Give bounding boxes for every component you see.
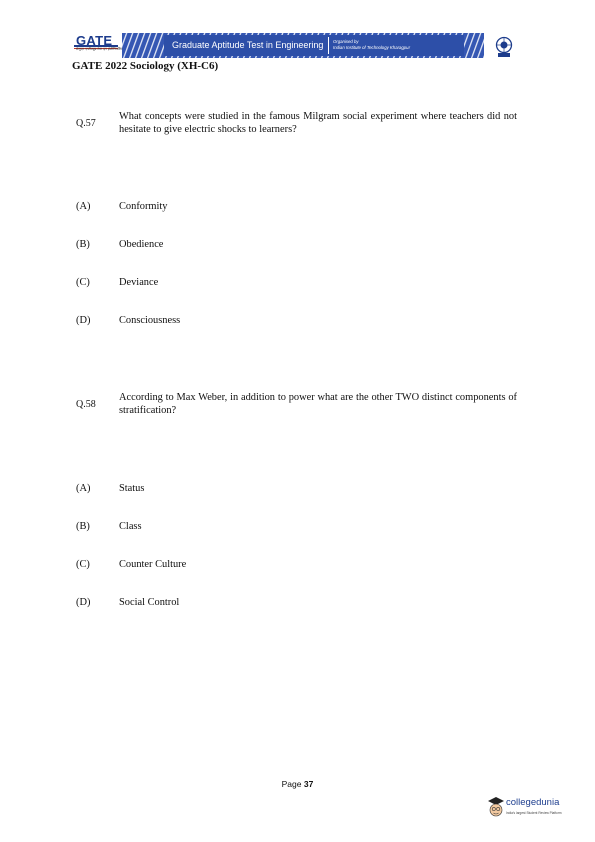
option-label: (D) <box>76 315 91 326</box>
option-label: (B) <box>76 239 90 250</box>
banner-title: Graduate Aptitude Test in Engineering <box>172 40 324 50</box>
option-text: Class <box>119 521 142 532</box>
gate-logo-subtext: ग्रेजुएट एप्टीट्यूड टेस्ट इन इंजीनियरिंग <box>76 47 123 51</box>
collegedunia-mascot-icon <box>486 795 506 821</box>
option-text: Social Control <box>119 597 180 608</box>
option-label: (B) <box>76 521 90 532</box>
option-label: (A) <box>76 201 91 212</box>
question-text: What concepts were studied in the famous Milgram social experiment where teachers did not hesitate to give electric shocks to learners? <box>119 111 517 135</box>
page-label: Page <box>281 779 302 789</box>
option-text: Consciousness <box>119 315 181 326</box>
paper-title: GATE 2022 Sociology (XH-C6) <box>72 60 219 72</box>
page-number: 37 <box>303 779 314 789</box>
option-label: (A) <box>76 483 91 494</box>
option-label: (C) <box>76 277 90 288</box>
page-footer <box>0 779 595 789</box>
organizer-name: Indian Institute of Technology Kharagpur <box>333 45 410 50</box>
question-number: Q.57 <box>76 118 96 129</box>
option-label: (D) <box>76 597 91 608</box>
organizer-label: Organised by <box>333 39 359 44</box>
option-text: Counter Culture <box>119 559 187 570</box>
option-text: Obedience <box>119 239 164 250</box>
gate-logo-text: GATE <box>76 33 113 48</box>
option-text: Conformity <box>119 201 168 212</box>
question-number: Q.58 <box>76 399 96 410</box>
question-text: According to Max Weber, in addition to power what are the other TWO distinct components of stratification? <box>119 392 517 416</box>
option-text: Status <box>119 483 145 494</box>
option-label: (C) <box>76 559 90 570</box>
collegedunia-tagline: India's largest Student Review Platform <box>506 811 562 815</box>
iit-kharagpur-emblem-icon <box>494 36 514 58</box>
option-text: Deviance <box>119 277 159 288</box>
collegedunia-brand: collegedunia <box>506 797 560 808</box>
